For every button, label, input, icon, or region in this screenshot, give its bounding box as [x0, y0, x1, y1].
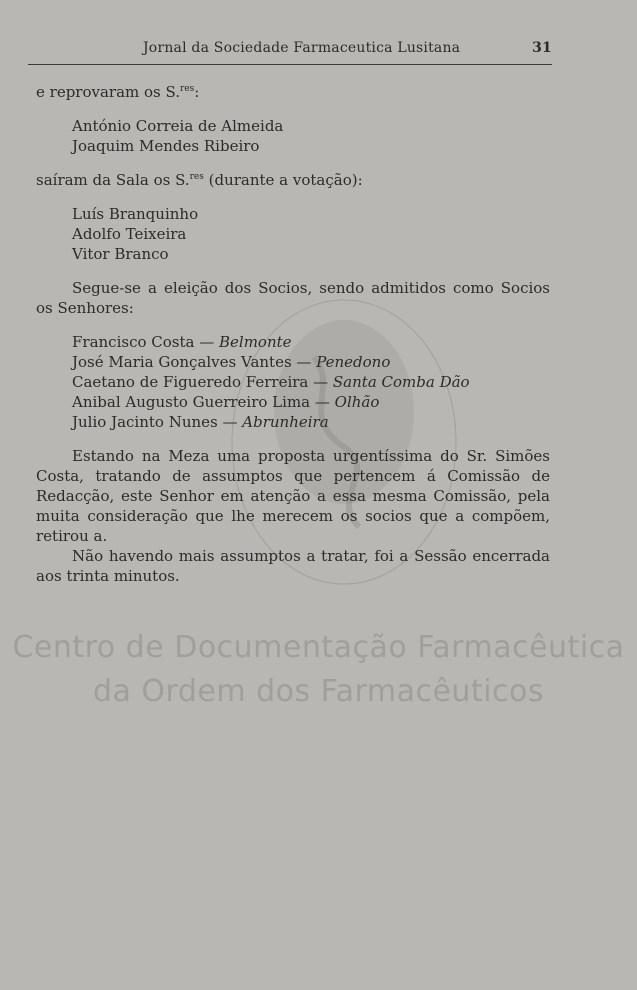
- proposal-paragraph: Estando na Meza uma proposta urgentíssima do Sr. Simões Costa, tratando de assumptos que pertencem á Comissão de Redacção, este Senhor em atenção a essa mesma Comissão, pela muita consideração que lhe merecem os socios que a compõem, retirou a.: [36, 447, 550, 545]
- reprovaram-intro: e reprovaram os S.$^{res}$:: [36, 83, 200, 101]
- closing-paragraph: Não havendo mais assumptos a tratar, foi a Sessão encerrada aos trinta minutos.: [36, 547, 550, 585]
- watermark-line-1: Centro de Documentação Farmacêutica: [12, 630, 625, 665]
- page-number: 31: [532, 40, 552, 56]
- member-entry: Anibal Augusto Guerreiro Lima — Olhão: [72, 393, 380, 411]
- reprovaram-list: [36, 116, 550, 156]
- member-entry: Caetano de Figueredo Ferreira — Santa Comba Dão: [72, 373, 470, 391]
- member-entry: Francisco Costa — Belmonte: [72, 333, 292, 351]
- watermark-line-2: da Ordem dos Farmacêuticos: [92, 674, 545, 709]
- list-item: António Correia de Almeida: [72, 117, 284, 135]
- list-item: Adolfo Teixeira: [72, 225, 187, 243]
- journal-title: Jornal da Sociedade Farmaceutica Lusitana: [143, 40, 461, 56]
- running-header: [28, 40, 552, 62]
- member-entry: Julio Jacinto Nunes — Abrunheira: [72, 413, 329, 431]
- sairam-list: [36, 204, 550, 264]
- list-item: Vitor Branco: [72, 245, 169, 263]
- members-list: [36, 332, 550, 432]
- header-rule: [28, 64, 552, 65]
- list-item: Joaquim Mendes Ribeiro: [72, 137, 260, 155]
- sairam-intro: saíram da Sala os S.$^{res}$ (durante a votação):: [36, 171, 363, 189]
- member-entry: José Maria Gonçalves Vantes — Penedono: [72, 353, 391, 371]
- eleicao-paragraph: Segue-se a eleição dos Socios, sendo admitidos como Socios os Senhores:: [36, 279, 550, 317]
- document-body: [36, 82, 550, 586]
- list-item: Luís Branquinho: [72, 205, 199, 223]
